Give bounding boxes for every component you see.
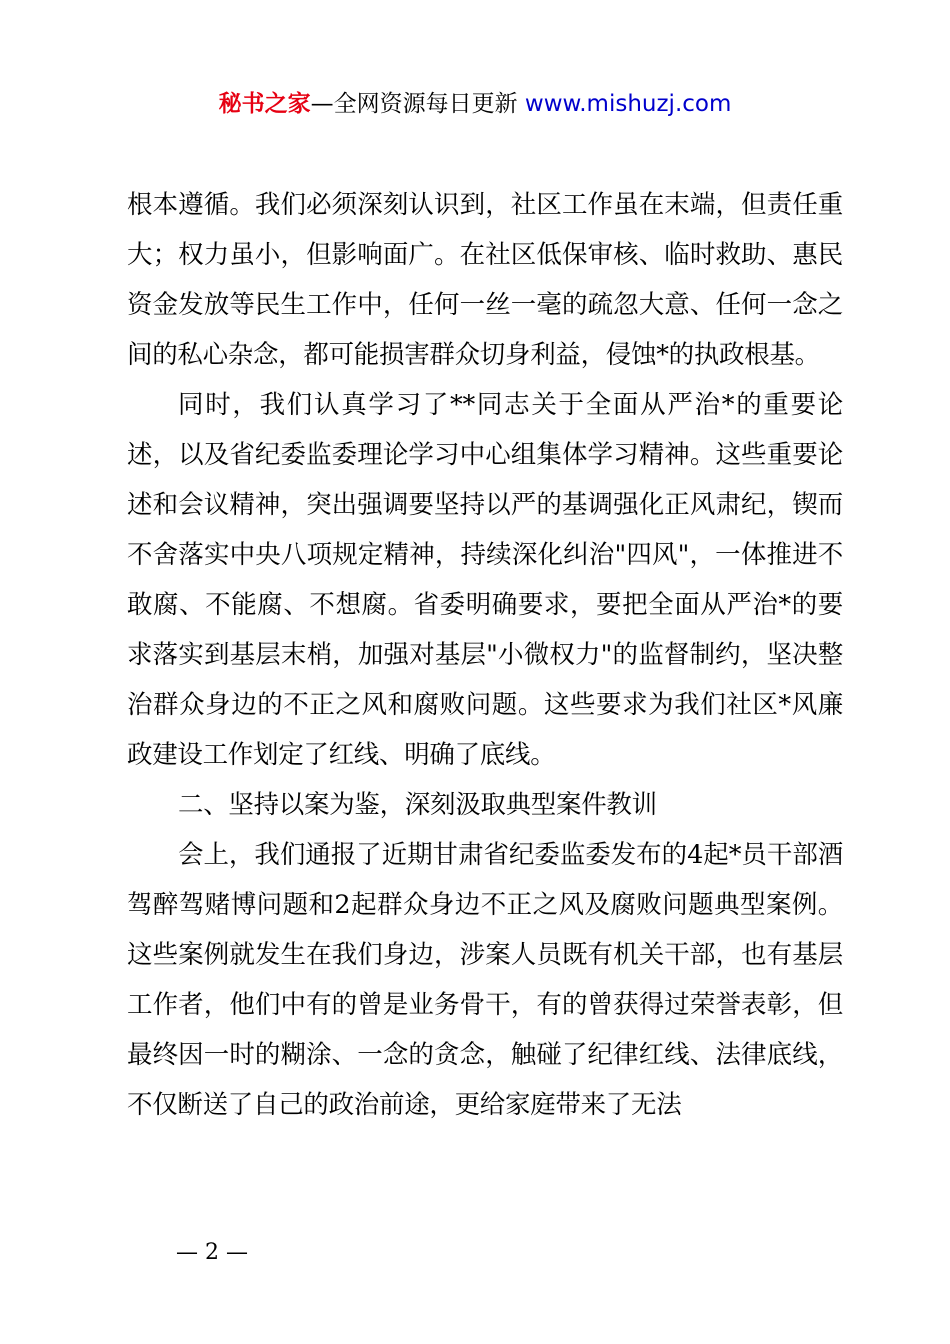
header-slogan: —全网资源每日更新 — [310, 91, 525, 117]
page-number: — 2 — — [176, 1240, 248, 1265]
paragraph: 会上，我们通报了近期甘肃省纪委监委发布的4起*员干部酒驾醉驾赌博问题和2起群众身边不正之风及腐败问题典型案例。这些案例就发生在我们身边，涉案人员既有机关干部，也有基层工作者，他们中有的曾是业务骨干，有的曾获得过荣誉表彰，但最终因一时的糊涂、一念的贪念，触碰了纪律红线、法律底线，不仅断送了自己的政治前途，更给家庭带来了无法 — [127, 840, 843, 1120]
document-body — [127, 180, 843, 1130]
site-header — [0, 86, 950, 122]
header-url-link[interactable]: www.mishuzj.com — [524, 91, 732, 117]
header-brand: 秘书之家 — [218, 91, 311, 117]
section-heading: 二、坚持以案为鉴，深刻汲取典型案件教训 — [178, 790, 657, 820]
paragraph: 同时，我们认真学习了**同志关于全面从严治*的重要论述，以及省纪委监委理论学习中心组集体学习精神。这些重要论述和会议精神，突出强调要坚持以严的基调强化正风肃纪，锲而不舍落实中央八项规定精神，持续深化纠治"四风"，一体推进不敢腐、不能腐、不想腐。省委明确要求，要把全面从严治*的要求落实到基层末梢，加强对基层"小微权力"的监督制约，坚决整治群众身边的不正之风和腐败问题。这些要求为我们社区*风廉政建设工作划定了红线、明确了底线。 — [127, 390, 843, 770]
paragraph: 根本遵循。我们必须深刻认识到，社区工作虽在末端，但责任重大；权力虽小，但影响面广。在社区低保审核、临时救助、惠民资金发放等民生工作中，任何一丝一毫的疏忽大意、任何一念之间的私心杂念，都可能损害群众切身利益，侵蚀*的执政根基。 — [127, 190, 843, 370]
